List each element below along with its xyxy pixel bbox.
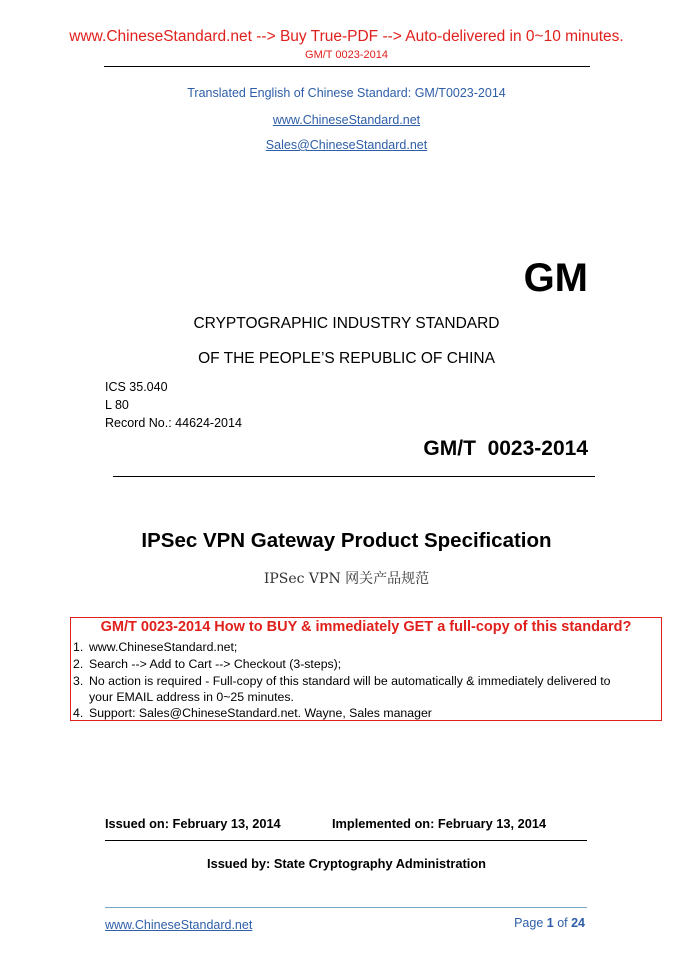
- site-link[interactable]: www.ChineseStandard.net: [272, 113, 421, 127]
- standard-number: GM/T 0023-2014: [423, 437, 588, 460]
- industry-line-2: OF THE PEOPLE’S REPUBLIC OF CHINA: [198, 350, 495, 367]
- step-text: Search --> Add to Cart --> Checkout (3-steps);: [89, 657, 342, 671]
- buy-step-3-cont: [73, 690, 294, 704]
- ccs-code: L 80: [105, 398, 129, 412]
- step-number: 2.: [73, 657, 84, 671]
- footer-site-link[interactable]: www.ChineseStandard.net: [105, 918, 253, 932]
- industry-line-1: CRYPTOGRAPHIC INDUSTRY STANDARD: [193, 315, 500, 332]
- step-text: Support: Sales@ChineseStandard.net. Wayne, Sales manager: [89, 706, 432, 720]
- site-link-wrap: [0, 111, 693, 129]
- step-number: 1.: [73, 640, 84, 654]
- issued-date: Issued on: February 13, 2014: [105, 816, 281, 831]
- chinese-title: IPSec VPN 网关产品规范: [263, 571, 430, 587]
- top-banner-link[interactable]: www.ChineseStandard.net --> Buy True-PDF --> Auto-delivered in 0~10 minutes.: [69, 28, 624, 45]
- page-current: 1: [546, 916, 554, 930]
- step-number: 3.: [73, 674, 84, 688]
- standard-divider: [113, 476, 595, 477]
- buy-step-2: [73, 657, 341, 671]
- buy-box-title: GM/T 0023-2014 How to BUY & immediately GET a full-copy of this standard?: [100, 619, 632, 635]
- translation-line: Translated English of Chinese Standard: GM/T0023-2014: [187, 86, 506, 100]
- step-text: No action is required - Full-copy of this standard will be automatically & immediately delivered to: [89, 674, 611, 688]
- footer-divider: [105, 907, 587, 908]
- implemented-date: Implemented on: February 13, 2014: [332, 816, 547, 831]
- email-link[interactable]: Sales@ChineseStandard.net: [265, 138, 428, 152]
- page-word: Page: [514, 916, 547, 930]
- header-divider: [104, 66, 590, 67]
- gm-logo-text: GM: [523, 256, 588, 300]
- footer-site-link-wrap: [105, 916, 252, 934]
- email-link-wrap: [0, 136, 693, 154]
- buy-step-3: [73, 674, 610, 688]
- english-title: IPSec VPN Gateway Product Specification: [141, 529, 552, 552]
- dates-divider: [105, 840, 587, 841]
- step-text[interactable]: www.ChineseStandard.net;: [89, 640, 238, 654]
- page-counter: [514, 916, 585, 930]
- buy-info-box: [70, 617, 662, 721]
- header-standard-code: GM/T 0023-2014: [305, 49, 388, 61]
- buy-step-1: [73, 640, 237, 654]
- buy-step-4: [73, 706, 432, 720]
- page-of: of: [553, 916, 572, 930]
- step-number: 4.: [73, 706, 84, 720]
- ics-code: ICS 35.040: [105, 380, 168, 394]
- issuer: Issued by: State Cryptography Administration: [207, 856, 486, 871]
- step-text: your EMAIL address in 0~25 minutes.: [89, 690, 294, 704]
- page-total: 24: [571, 916, 585, 930]
- record-number: Record No.: 44624-2014: [105, 416, 242, 430]
